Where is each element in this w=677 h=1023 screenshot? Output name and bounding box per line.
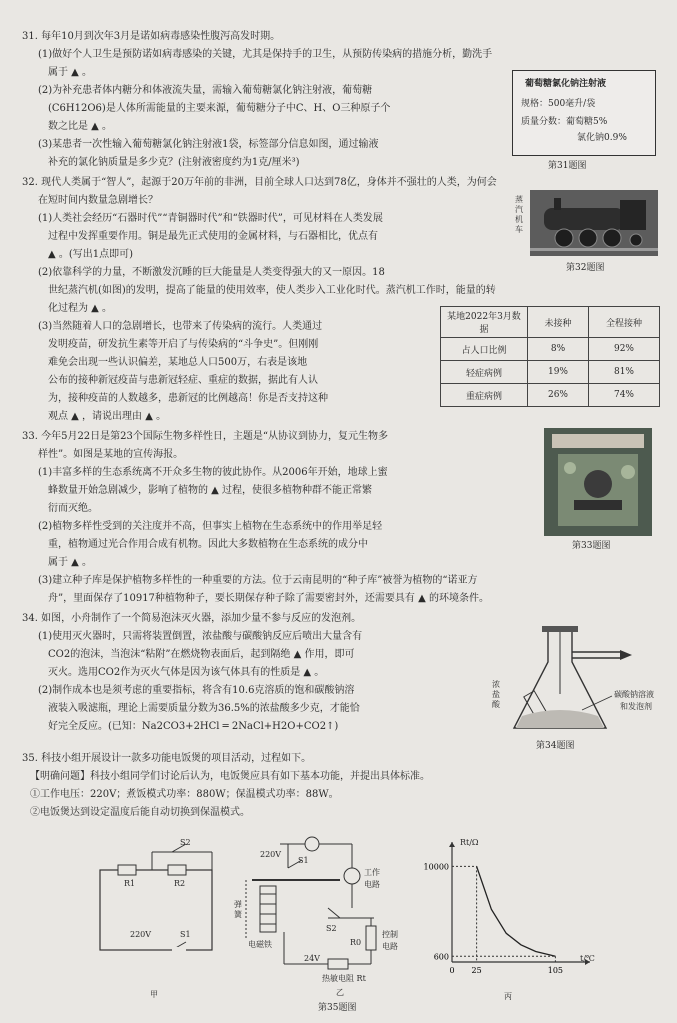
- q33-part3-line1: (3)建立种子库是保护植物多样性的一种重要的方法。位于云南昆明的“种子库”被誉为植物的“诺亚方: [38, 575, 478, 586]
- q33-part2-line2: 重，植物通过光合作用合成有机物。因此大多数植物在生态系统的成分中: [48, 539, 368, 550]
- table-cell: 74%: [589, 384, 660, 407]
- circuit-yi: [234, 828, 420, 1008]
- label-title: 葡萄糖氯化钠注射液: [525, 79, 607, 89]
- table-cell: 占人口比例: [441, 338, 528, 361]
- sodium-carbonate-label: 碳酸钠溶液: [614, 690, 654, 699]
- jia-s1-label: S1: [180, 930, 191, 939]
- q31-part2-line3: 数之比是 ▲ 。: [48, 121, 113, 132]
- q34-part1-line2: CO2的泡沫，当泡沫“粘附”在燃烧物表面后，起到隔绝 ▲ 作用，即可: [48, 649, 355, 660]
- circuit-jia-diagram: [90, 840, 230, 990]
- q31-part2-line1: (2)为补充患者体内糖分和体液流失量，需输入葡萄糖氯化钠注射液，葡萄糖: [38, 85, 373, 96]
- table-cell: 92%: [589, 338, 660, 361]
- yi-voltage-label: 220V: [260, 850, 282, 859]
- q33-part2-line3: 属于 ▲ 。: [48, 557, 93, 568]
- graph-bing: [420, 836, 600, 1012]
- flask-icon: [500, 624, 660, 740]
- circuit-jia: [90, 838, 230, 999]
- q35-problem-statement: 【明确问题】科技小组同学们讨论后认为，电饭煲应具有如下基本功能，并提出具体标准。: [30, 771, 430, 782]
- table-cell: 8%: [528, 338, 589, 361]
- q32-part2-line1: (2)依靠科学的力量，不断激发沉睡的巨大能量是人类变得强大的又一原因。18: [38, 267, 385, 278]
- q34-part2-line1: (2)制作成本也是须考虑的重要指标，将含有10.6克溶质的饱和碳酸钠溶: [38, 685, 355, 696]
- jia-r2-label: R2: [174, 879, 186, 888]
- q33-stem: 33. 今年5月22日是第23个国际生物多样性日，主题是“从协议到协力，复元生物多: [22, 431, 389, 442]
- hcl-label: 浓盐酸: [492, 680, 500, 709]
- table-cell: 81%: [589, 361, 660, 384]
- q34-part1-line1: (1)使用灭火器时，只需将装置倒置，浓盐酸与碳酸钠反应后喷出大量含有: [38, 631, 363, 642]
- table-cell: 26%: [528, 384, 589, 407]
- q35-figure-caption: 第35题图: [318, 1003, 357, 1013]
- q32-data-table: [440, 306, 660, 407]
- yi-s1-label: S1: [298, 856, 309, 865]
- q33-part3-line2: 舟”，里面保存了10917种植物种子，要长期保存种子除了需要密封外，还需要具有 ▲ 的环境条件。: [48, 593, 489, 604]
- q31-part1-line1: (1)做好个人卫生是预防诺如病毒感染的关键，尤其是保持手的卫生，从预防传染病的措施分析，勤洗手: [38, 49, 493, 60]
- fire-extinguisher-diagram: [492, 624, 660, 740]
- q32-stem-line2: 在短时间内数量急剧增长？: [38, 195, 158, 206]
- yi-work-circuit-label: 工作: [364, 868, 380, 877]
- q32-part3-line6: 观点 ▲ ，请说出理由 ▲ 。: [48, 411, 167, 422]
- q31-label-card: [512, 70, 656, 156]
- q32-part3-line5: 为，接种疫苗的人数越多，患新冠的比例越高！你是否支持这种: [48, 393, 328, 404]
- q32-data-table-wrap: [440, 306, 660, 407]
- q34-part2-line2: 液装入吸滤瓶，理论上需要质量分数为36.5%的浓盐酸多少克，才能恰: [48, 703, 360, 714]
- q32-part1-line1: (1)人类社会经历“石器时代”“青铜器时代”和“铁器时代”，可见材料在人类发展: [38, 213, 383, 224]
- thermistor-curve-chart: [420, 836, 600, 986]
- jia-r1-label: R1: [124, 879, 136, 888]
- jia-voltage-label: 220V: [130, 930, 152, 939]
- yi-s2-label: S2: [326, 924, 337, 933]
- y-axis-arrow-icon: [449, 842, 455, 847]
- q35-requirement-2: ②电饭煲达到设定温度后能自动切换到保温模式。: [30, 807, 250, 818]
- q33-stem-line2: 样性”。如图是某地的宣传海报。: [38, 449, 184, 460]
- q34-figure-caption: 第34题图: [536, 741, 575, 751]
- table-header-cell: 全程接种: [589, 307, 660, 338]
- q32-part1-line2: 过程中发挥重要作用。铜是最先正式使用的金属材料，与石器相比，优点有: [48, 231, 378, 242]
- x-tick-label: 25: [471, 966, 482, 975]
- q31-part3-line1: (3)某患者一次性输入葡萄糖氯化钠注射液1袋，标签部分信息如图，通过输液: [38, 139, 379, 150]
- biodiversity-poster-image: [544, 428, 652, 536]
- bing-figure-label: 丙: [504, 992, 512, 1001]
- table-cell: 轻症病例: [441, 361, 528, 384]
- q34-stem: 34. 如图，小舟制作了一个简易泡沫灭火器，添加少量不参与反应的发泡剂。: [22, 613, 362, 624]
- table-header-cell: 某地2022年3月数据: [441, 307, 528, 338]
- table-header-cell: 未接种: [528, 307, 589, 338]
- x-tick-label: 105: [547, 966, 564, 975]
- foaming-agent-label: 和发泡剂: [620, 702, 652, 711]
- q32-part2-line2: 世纪蒸汽机(如图)的发明，提高了能量的使用效率，使人类步入工业化时代。蒸汽机工作时，能量的转: [48, 285, 496, 296]
- steam-locomotive-image: [530, 190, 658, 256]
- q35-stem: 35. 科技小组开展设计一款多功能电饭煲的项目活动，过程如下。: [22, 753, 312, 764]
- q31-stem: 31. 每年10月到次年3月是诺如病毒感染性腹泻高发时期。: [22, 31, 281, 42]
- label-nacl: 氯化钠0.9%: [577, 133, 627, 143]
- q33-part2-line1: (2)植物多样性受到的关注度并不高，但事实上植物在生态系统中的作用举足轻: [38, 521, 383, 532]
- q32-figure-caption: 第32题图: [566, 263, 605, 273]
- q32-part3-line2: 发明疫苗，研发抗生素等开启了与传染病的“斗争史”。但刚刚: [48, 339, 319, 350]
- q31-part1-line2: 属于 ▲ 。: [48, 67, 93, 78]
- y-tick-label: 10000: [423, 862, 449, 872]
- yi-spring-label: 弹簧: [234, 900, 242, 919]
- table-header-row: [441, 307, 660, 338]
- x-tick-label: 0: [449, 966, 455, 975]
- q32-part1-line3: ▲ 。(写出1点即可): [48, 249, 134, 260]
- table-row: [441, 361, 660, 384]
- locomotive-icon: [530, 190, 658, 256]
- series-line: [477, 866, 556, 956]
- bing-x-axis-label: t/℃: [580, 954, 595, 963]
- label-mass-fraction: 质量分数：葡萄糖5%: [521, 117, 608, 127]
- jia-figure-label: 甲: [150, 990, 158, 999]
- yi-r0-label: R0: [350, 938, 362, 947]
- train-label: 蒸汽机车: [515, 195, 523, 234]
- yi-24v-label: 24V: [304, 954, 320, 963]
- q33-figure-caption: 第33题图: [572, 541, 611, 551]
- q31-figure-caption: 第31题图: [548, 161, 587, 171]
- q31-part3-line2: 补充的氯化钠质量是多少克？(注射液密度约为1克/厘米³): [48, 157, 300, 168]
- q32-part3-line4: 公布的接种新冠疫苗与患新冠轻症、重症的数据，据此有人认: [48, 375, 318, 386]
- q33-part1-line3: 衍而灭绝。: [48, 503, 98, 514]
- q33-part1-line1: (1)丰富多样的生态系统离不开众多生物的彼此协作。从2006年开始，地球上蜜: [38, 467, 388, 478]
- label-spec: 规格：500毫升/袋: [521, 99, 596, 109]
- yi-thermistor-label: 热敏电阻 Rt: [322, 974, 366, 983]
- yi-control-circuit-label2: 电路: [382, 942, 398, 951]
- table-cell: 19%: [528, 361, 589, 384]
- q32-stem: 32. 现代人类属于“智人”，起源于20万年前的非洲，目前全球人口达到78亿，身体并不强壮的人类，为何会: [22, 177, 497, 188]
- y-tick-label: 600: [433, 952, 449, 962]
- q32-part3-line1: (3)当然随着人口的急剧增长，也带来了传染病的流行。人类通过: [38, 321, 323, 332]
- poster-icon: [544, 428, 652, 536]
- yi-control-circuit-label: 控制: [382, 930, 398, 939]
- q32-part2-line3: 化过程为 ▲ 。: [48, 303, 113, 314]
- bing-y-axis-label: Rt/Ω: [460, 838, 479, 847]
- yi-electromagnet-label: 电磁铁: [248, 940, 272, 949]
- q31-part2-line2: (C6H12O6)是人体所需能量的主要来源，葡萄糖分子中C、H、O三种原子个: [48, 103, 391, 114]
- table-cell: 重症病例: [441, 384, 528, 407]
- q33-part1-line2: 蜂数量开始急剧减少，影响了植物的 ▲ 过程，使很多植物种群不能正常繁: [48, 485, 373, 496]
- yi-figure-label: 乙: [336, 988, 344, 997]
- q34-part1-line3: 灭火。选用CO2作为灭火气体是因为该气体具有的性质是 ▲ 。: [48, 667, 325, 678]
- table-row: [441, 384, 660, 407]
- yi-work-circuit-label2: 电路: [364, 880, 380, 889]
- q34-part2-line3: 好完全反应。(已知：Na2CO3+2HCl ═ 2NaCl+H2O+CO2↑): [48, 721, 339, 732]
- jia-s2-label: S2: [180, 838, 191, 847]
- q35-requirement-1: ①工作电压：220V；煮饭模式功率：880W；保温模式功率：88W。: [30, 789, 339, 800]
- q32-part3-line3: 难免会出现一些认识偏差，某地总人口500万，右表是该地: [48, 357, 308, 368]
- table-row: [441, 338, 660, 361]
